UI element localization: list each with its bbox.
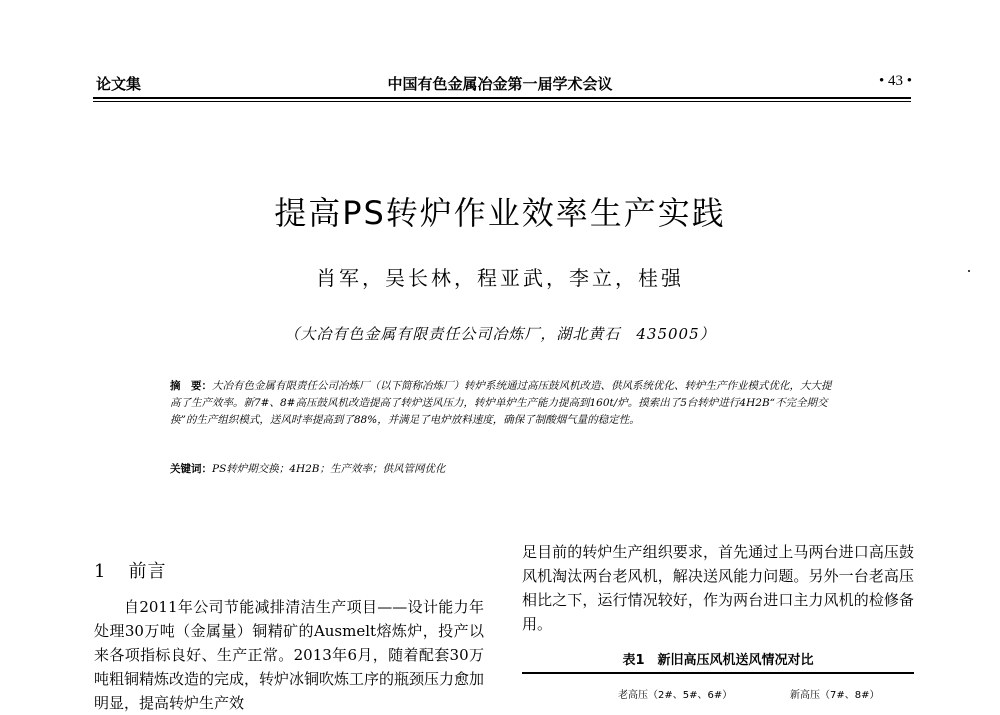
abstract-text: 大冶有色金属有限责任公司冶炼厂（以下简称冶炼厂）转炉系统通过高压鼓风机改造、供风系统优化、转炉生产作业模式优化，大大提高了生产效率。新7#、8#高压鼓风机改造提高了转炉送风压力，转炉单炉生产能力提高到160t/炉。摸索出了5台转炉进行4H2B“不完全期交换”的生产组织模式，送风时率提高到了88%，并满足了电炉放料速度，确保了制酸烟气量的稳定性。 [170, 380, 832, 426]
header-rule-thick [93, 97, 911, 99]
right-column-paragraph: 足目前的转炉生产组织要求，首先通过上马两台进口高压鼓风机淘汰两台老风机，解决送风能力问题。另外一台老高压相比之下，运行情况较好，作为两台进口主力风机的检修备用。 [522, 543, 914, 633]
header-conference-title: 中国有色金属冶金第一届学术会议 [387, 75, 613, 93]
right-column [522, 540, 914, 636]
table-header-new-fans: 新高压（7#、8#） [790, 690, 880, 701]
paper-title: 提高PS转炉作业效率生产实践 [274, 194, 726, 232]
paper-affiliation: （大冶有色金属有限责任公司冶炼厂，湖北黄石 435005） [284, 325, 716, 343]
section-title: 前言 [128, 561, 167, 582]
header-page-number: • 43 • [878, 73, 912, 89]
abstract-block [170, 378, 838, 429]
scan-speck [968, 270, 970, 272]
paper-authors: 肖军，吴长林，程亚武，李立，桂强 [316, 266, 684, 290]
table-caption: 表1 新旧高压风机送风情况对比 [622, 653, 814, 668]
header-rule-thin [93, 101, 911, 102]
abstract-label: 摘 要： [170, 380, 212, 392]
keywords-block [170, 461, 838, 478]
left-column-paragraph: 自2011年公司节能减排清洁生产项目——设计能力年处理30万吨（金属量）铜精矿的Ausmelt熔炼炉，投产以来各项指标良好、生产正常。2013年6月，随着配套30万吨粗铜精炼改造的完成，转炉冰铜吹炼工序的瓶颈压力愈加明显，提高转炉生产效 [94, 598, 485, 712]
table-top-rule [522, 672, 914, 674]
header-left-label: 论文集 [96, 75, 142, 93]
table-header-old-fans: 老高压（2#、5#、6#） [618, 690, 733, 701]
keywords-label: 关键词： [170, 463, 212, 475]
section-heading [94, 557, 166, 583]
section-number: 1 [94, 561, 107, 582]
keywords-text: PS转炉期交换；4H2B；生产效率；供风管网优化 [212, 463, 446, 475]
left-column [94, 595, 484, 715]
